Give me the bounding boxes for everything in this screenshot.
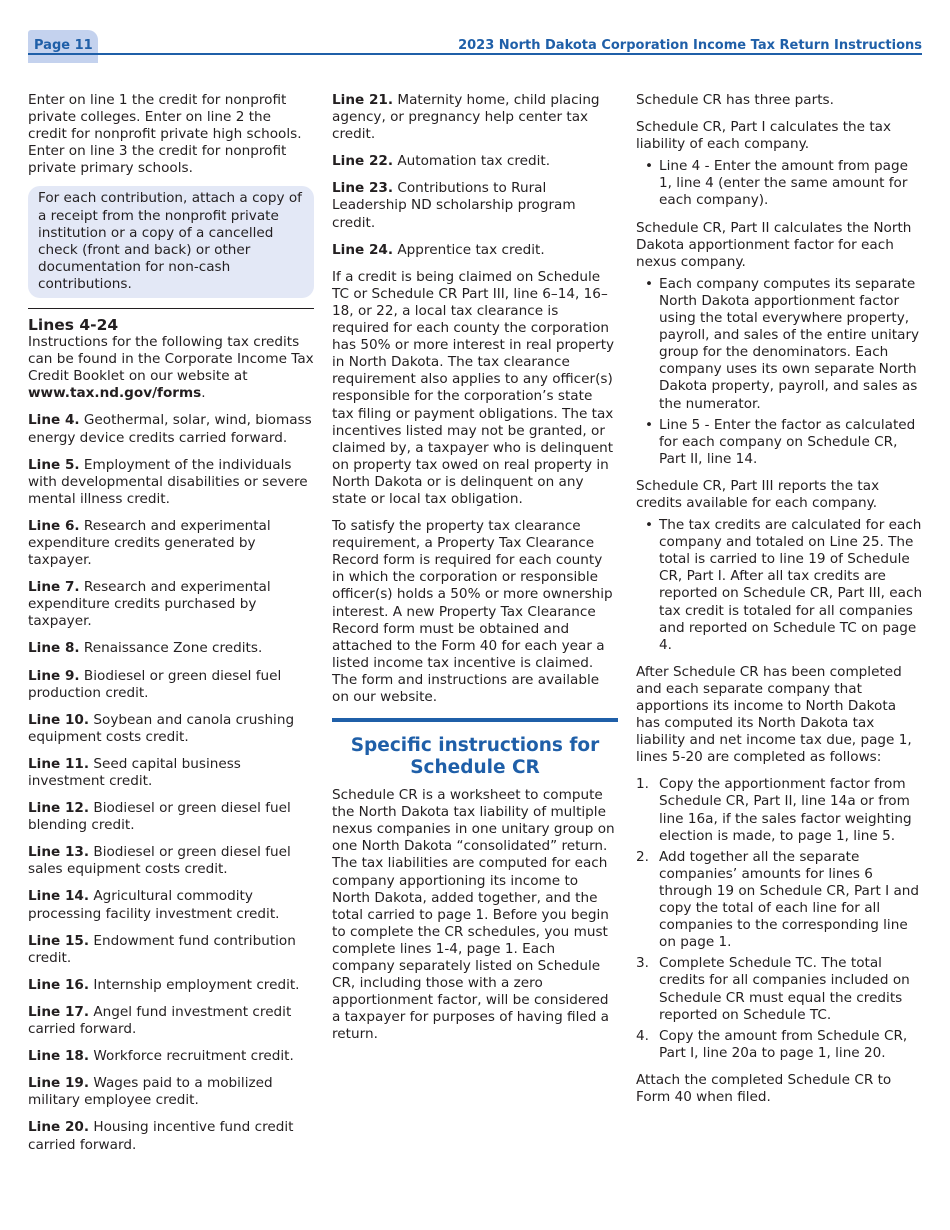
steps-list: [636, 776, 924, 1062]
line-description: Workforce recruitment credit.: [89, 1048, 294, 1065]
line-item: [28, 844, 314, 878]
line-number: Line 18.: [28, 1048, 90, 1065]
line-items-list: [28, 412, 314, 1153]
line-number: Line 5.: [28, 456, 80, 473]
line-number: Line 19.: [28, 1075, 90, 1092]
step-item: [636, 955, 924, 1023]
part3-bullets: [636, 517, 924, 654]
line-number: Line 15.: [28, 932, 90, 949]
tax-clearance-paragraph: If a credit is being claimed on Schedule TC or Schedule CR Part III, line 6–14, 16–18, or 22, a local tax clearance is required for each county the corporation has 50% or more interest in real property in North Dakota. The tax clearance requirement also applies to any officer(s) responsible for the corporation’s state tax filing or payment obligations. The tax incentives listed may not be granted, or claimed by, a taxpayer who is delinquent on property tax owed on real property in North Dakota or is delinquent on any state or local tax obligation.: [332, 268, 615, 507]
part2-bullets: [636, 276, 924, 468]
line-number: Line 8.: [28, 640, 80, 657]
line-item: [28, 579, 314, 630]
document-title: 2023 North Dakota Corporation Income Tax Return Instructions: [458, 38, 922, 53]
line-description: Agricultural commodity processing facility investment credit.: [28, 888, 280, 922]
line-item: [28, 518, 314, 569]
line-description: Biodiesel or green diesel fuel production credit.: [28, 667, 282, 701]
line-item: [28, 1075, 314, 1109]
page-header: [28, 28, 922, 60]
column-1: [28, 92, 314, 1164]
part2-intro: Schedule CR, Part II calculates the North Dakota apportionment factor for each nexus company.: [636, 219, 912, 270]
line-item: [332, 92, 618, 143]
line-number: Line 9.: [28, 667, 80, 684]
column-3: [636, 92, 924, 1116]
header-rule: [28, 53, 922, 55]
line-item: [28, 412, 314, 446]
step-number: 1.: [636, 776, 649, 793]
step-number: 2.: [636, 848, 649, 865]
blue-rule: [332, 718, 618, 722]
line-description: Employment of the individuals with developmental disabilities or severe mental illness credit.: [28, 456, 308, 507]
line-description: Angel fund investment credit carried forward.: [28, 1003, 292, 1038]
line-number: Line 21.: [332, 92, 394, 108]
line-number: Line 24.: [332, 241, 394, 258]
line-number: Line 20.: [28, 1119, 90, 1136]
line-description: Contributions to Rural Leadership ND scholarship program credit.: [332, 180, 576, 231]
line-description: Soybean and canola crushing equipment costs credit.: [28, 711, 295, 745]
step-number: 4.: [636, 1027, 649, 1044]
line-number: Line 14.: [28, 888, 90, 905]
page-number: Page 11: [34, 38, 93, 53]
line-items-list: [332, 92, 618, 259]
contribution-note: For each contribution, attach a copy of a receipt from the nonprofit private institution or a copy of a cancelled check (front and back) or other documentation for non-cash contributions.: [28, 186, 314, 298]
line-description: Biodiesel or green diesel fuel sales equipment costs credit.: [28, 844, 291, 878]
line-item: [28, 457, 314, 508]
line-description: Housing incentive fund credit carried forward.: [28, 1119, 294, 1153]
line-item: [28, 1119, 314, 1153]
step-text: Complete Schedule TC. The total credits for all companies included on Schedule CR must equal the credits reported on Schedule TC.: [659, 955, 910, 1023]
lines-intro-text: Instructions for the following tax credits can be found in the Corporate Income Tax Credit Booklet on our website at: [28, 334, 314, 385]
schedule-cr-paragraph: Schedule CR is a worksheet to compute the North Dakota tax liability of multiple nexus companies in one unitary group on one North Dakota “consolidated” return. The tax liabilities are computed for each company apportioning its income to North Dakota, added together, and the total carried to page 1. Before you begin to complete the CR schedules, you must complete lines 1-4, page 1. Each company separately listed on Schedule CR, including those with a zero apportionment factor, will be considered a taxpayer for purposes of having filed a return.: [332, 787, 615, 1043]
line-number: Line 11.: [28, 755, 90, 772]
part1-bullets: [636, 158, 924, 209]
nonprofit-intro: Enter on line 1 the credit for nonprofit private colleges. Enter on line 2 the credit for nonprofit private high schools. Enter on line 3 the credit for nonprofit private primary schools.: [28, 92, 302, 177]
line-description: Endowment fund contribution credit.: [28, 932, 296, 966]
part1-intro: Schedule CR, Part I calculates the tax liability of each company.: [636, 119, 892, 153]
bullet-item: • Line 4 - Enter the amount from page 1, line 4 (enter the same amount for each company).: [636, 158, 924, 209]
step-text: Copy the apportionment factor from Schedule CR, Part II, line 14a or from line 16a, if the sales factor weighting election is made, to page 1, line 5.: [659, 776, 912, 844]
line-item: [28, 1004, 314, 1038]
line-description: Research and experimental expenditure credits purchased by taxpayer.: [28, 579, 271, 630]
line-description: Wages paid to a mobilized military employee credit.: [28, 1075, 273, 1109]
line-description: Biodiesel or green diesel fuel blending credit.: [28, 800, 291, 834]
line-description: Automation tax credit.: [393, 153, 551, 170]
line-description: Apprentice tax credit.: [393, 241, 545, 258]
line-item: [28, 800, 314, 834]
bullet-item: • Line 5 - Enter the factor as calculated for each company on Schedule CR, Part II, line 14.: [636, 417, 924, 468]
line-description: Maternity home, child placing agency, or pregnancy help center tax credit.: [332, 92, 600, 143]
line-number: Line 22.: [332, 153, 394, 170]
line-description: Internship employment credit.: [89, 976, 300, 993]
line-item: [28, 977, 314, 994]
part3-intro: Schedule CR, Part III reports the tax credits available for each company.: [636, 477, 880, 511]
line-number: Line 6.: [28, 517, 80, 534]
step-item: [636, 849, 924, 952]
website-link[interactable]: www.tax.nd.gov/forms: [28, 385, 202, 402]
property-tax-clearance-paragraph: To satisfy the property tax clearance requirement, a Property Tax Clearance Record form is required for each county in which the corporation or responsible officer(s) holds a 50% or more ownership interest. A new Property Tax Clearance Record form must be obtained and attached to the Form 40 for each year a listed income tax incentive is claimed. The form and instructions are available on our website.: [332, 518, 613, 705]
line-number: Line 7.: [28, 579, 80, 596]
line-item: [28, 1048, 314, 1065]
line-item: [28, 712, 314, 746]
line-number: Line 17.: [28, 1003, 90, 1020]
parts-intro: Schedule CR has three parts.: [636, 92, 834, 108]
line-number: Line 13.: [28, 844, 90, 861]
line-number: Line 23.: [332, 180, 394, 197]
lines-intro-period: .: [201, 385, 206, 402]
line-item: [28, 888, 314, 922]
line-description: Seed capital business investment credit.: [28, 755, 241, 789]
section-divider: [28, 308, 314, 309]
step-item: [636, 1028, 924, 1062]
attach-paragraph: Attach the completed Schedule CR to Form 40 when filed.: [636, 1071, 892, 1105]
line-description: Renaissance Zone credits.: [79, 640, 263, 657]
line-item: [28, 668, 314, 702]
line-description: Research and experimental expenditure credits generated by taxpayer.: [28, 517, 271, 569]
line-number: Line 16.: [28, 976, 90, 993]
line-description: Geothermal, solar, wind, biomass energy device credits carried forward.: [28, 412, 312, 446]
step-item: [636, 776, 924, 844]
after-paragraph: After Schedule CR has been completed and each separate company that apportions its income to North Dakota has computed its North Dakota tax liability and net income tax due, page 1, lines 5-20 are completed as follows:: [636, 663, 912, 766]
line-item: [332, 153, 618, 170]
line-number: Line 4.: [28, 412, 80, 429]
line-item: [28, 640, 314, 657]
step-number: 3.: [636, 955, 649, 972]
line-number: Line 10.: [28, 711, 90, 728]
column-2: [332, 92, 618, 1054]
lines-heading: Lines 4-24: [28, 316, 119, 335]
line-item: [28, 756, 314, 790]
line-item: [332, 242, 618, 259]
line-item: [332, 180, 618, 231]
bullet-item: • The tax credits are calculated for each company and totaled on Line 25. The total is carried to line 19 of Schedule CR, Part I. After all tax credits are reported on Schedule CR, Part III, each tax credit is totaled for all companies and reported on Schedule TC on page 4.: [636, 517, 924, 654]
line-number: Line 12.: [28, 800, 90, 817]
lines-intro: [28, 334, 314, 402]
step-text: Add together all the separate companies’ amounts for lines 6 through 19 on Schedule CR, Part I and copy the total of each line for all companies to the corresponding line on page 1.: [659, 848, 920, 951]
specific-instructions-heading: Specific instructions for Schedule CR: [350, 735, 600, 779]
bullet-item: • Each company computes its separate North Dakota apportionment factor using the total everywhere property, payroll, and sales of the entire unitary group for the denominators. Each company uses its own separate North Dakota property, payroll, and sales as the numerator.: [636, 276, 924, 413]
line-item: [28, 933, 314, 967]
step-text: Copy the amount from Schedule CR, Part I, line 20a to page 1, line 20.: [659, 1027, 908, 1061]
